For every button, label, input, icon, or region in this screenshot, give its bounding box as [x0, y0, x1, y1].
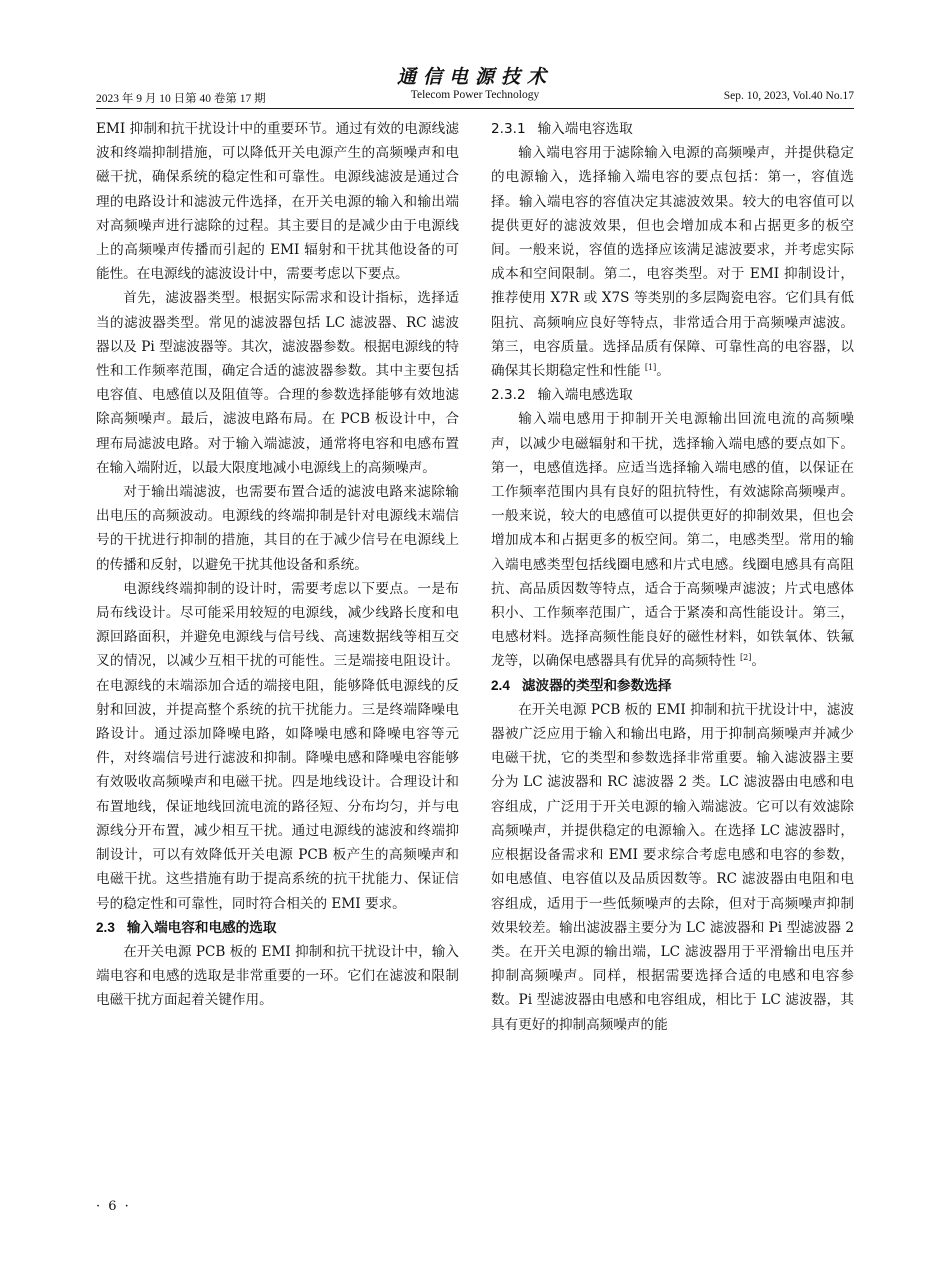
section-heading-2-3-2: [491, 383, 854, 407]
paragraph-text: 输入端电容用于滤除输入电源的高频噪声，并提供稳定的电源输入，选择输入端电容的要点包括：第一，容值选择。输入端电容的容值决定其滤波效果。较大的电容值可以提供更好的滤波效果，但也会增加成本和占据更多的板空间。一般来说，容值的选择应该满足滤波要求，并考虑实际成本和空间限制。第二，电容类型。对于 EMI 抑制设计，推荐使用 X7R 或 X7S 等类别的多层陶瓷电容。它们具有低阻抗、高频响应良好等特点，非常适合用于高频噪声滤波。第三，电容质量。选择品质有保障、可靠性高的电容器，以确保其长期稳定性和性能: [491, 145, 854, 380]
page-header: [96, 62, 854, 106]
citation-ref[interactable]: [2]: [740, 653, 752, 663]
section-heading-2-3-1: [491, 117, 854, 141]
section-heading-2-4: [491, 674, 854, 698]
page-number: · 6 ·: [96, 1199, 131, 1214]
citation-ref[interactable]: [1]: [644, 363, 657, 373]
right-column: [491, 117, 854, 1037]
left-column: [96, 117, 459, 1013]
issue-date-cn: 2023 年 9 月 10 日第 40 卷第 17 期: [96, 93, 266, 105]
section-title: 输入端电容和电感的选取: [126, 919, 277, 935]
paragraph: 首先，滤波器类型。根据实际需求和设计指标，选择适当的滤波器类型。常见的滤波器包括 LC 滤波器、RC 滤波器以及 Pi 型滤波器等。其次，滤波器参数。根据电源线的特性和工作频率范围，确定合适的滤波器参数。其中主要包括电容值、电感值以及阻值等。合理的参数选择能够有效地滤除高频噪声。最后，滤波电路布局。在 PCB 板设计中，合理布局滤波电路。对于输入端滤波，通常将电容和电感布置在输入端附近，以最大限度地减小电源线上的高频噪声。: [96, 290, 459, 476]
section-number: 2.3: [96, 919, 115, 935]
section-title: 输入端电感选取: [537, 387, 633, 404]
paragraph: 对于输出端滤波，也需要布置合适的滤波电路来滤除输出电压的高频波动。电源线的终端抑制是针对电源线末端信号的干扰进行抑制的措施，其目的在于减少信号在电源线上的传播和反射，以避免干扰其他设备和系统。: [96, 484, 459, 573]
issue-date-en: Sep. 10, 2023, Vol.40 No.17: [723, 90, 854, 102]
paragraph: [491, 407, 854, 673]
journal-title-cn: 通信电源技术: [396, 66, 553, 88]
paragraph: 电源线终端抑制的设计时，需要考虑以下要点。一是布局布线设计。尽可能采用较短的电源线，减少线路长度和电源回路面积，并避免电源线与信号线、高速数据线等相互交叉的情况，以减少互相干扰的可能性。三是端接电阻设计。在电源线的末端添加合适的端接电阻，能够降低电源线的反射和回波，并提高整个系统的抗干扰能力。三是终端降噪电路设计。通过添加降噪电路，如降噪电感和降噪电容等元件，对终端信号进行滤波和抑制。降噪电感和降噪电容能够有效吸收高频噪声和电磁干扰。四是地线设计。合理设计和布置地线，保证地线回流电流的路径短、分布均匀，并与电源线分开布置，减少相互干扰。通过电源线的滤波和终端抑制设计，可以有效降低开关电源 PCB 板产生的高频噪声和电磁干扰。这些措施有助于提高系统的抗干扰能力、保证信号的稳定性和可靠性，同时符合相关的 EMI 要求。: [96, 580, 459, 912]
paragraph: 在开关电源 PCB 板的 EMI 抑制和抗干扰设计中，滤波器被广泛应用于输入和输出电路，用于抑制高频噪声并减少电磁干扰，它的类型和参数选择非常重要。输入滤波器主要分为 LC 滤波器和 RC 滤波器 2 类。LC 滤波器由电感和电容组成，广泛用于开关电源的输入端滤波。它可以有效滤除高频噪声，并提供稳定的电源输入。在选择 LC 滤波器时，应根据设备需求和 EMI 要求综合考虑电感和电容的参数，如电感值、电容值以及品质因数等。RC 滤波器由电阻和电容组成，适用于一些低频噪声的去除，但对于高频噪声抑制效果较差。输出滤波器主要分为 LC 滤波器和 Pi 型滤波器 2 类。在开关电源的输出端，LC 滤波器用于平滑输出电压并抑制高频噪声。同样，根据需要选择合适的电感和电容参数。Pi 型滤波器由电感和电容组成，相比于 LC 滤波器，其具有更好的抑制高频噪声的能: [491, 701, 854, 1033]
paragraph-end: 。: [751, 653, 765, 670]
header-rule: [96, 108, 854, 109]
paragraph: EMI 抑制和抗干扰设计中的重要环节。通过有效的电源线滤波和终端抑制措施，可以降低开关电源产生的高频噪声和电磁干扰，确保系统的稳定性和可靠性。电源线滤波是通过合理的电路设计和滤波元件选择，在开关电源的输入和输出端对高频噪声进行滤除的过程。其主要目的是减少由于电源线上的高频噪声传播而引起的 EMI 辐射和干扰其他设备的可能性。在电源线的滤波设计中，需要考虑以下要点。: [96, 121, 459, 283]
section-number: 2.3.1: [491, 121, 526, 137]
journal-title-en: Telecom Power Technology: [410, 89, 540, 101]
section-title: 滤波器的类型和参数选择: [521, 677, 672, 693]
paragraph-end: 。: [656, 363, 670, 380]
paragraph: [491, 141, 854, 383]
section-number: 2.3.2: [491, 387, 526, 404]
paragraph-text: 输入端电感用于抑制开关电源输出回流电流的高频噪声，以减少电磁辐射和干扰，选择输入端电感的要点如下。第一，电感值选择。应适当选择输入端电感的值，以保证在工作频率范围内具有良好的阻抗特性，有效滤除高频噪声。一般来说，较大的电感值可以提供更好的抑制效果，但也会增加成本和占据更多的板空间。第二，电感类型。常用的输入端电感类型包括线圈电感和片式电感。线圈电感具有高阻抗、高品质因数等特点，适合于高频噪声滤波；片式电感体积小、工作频率范围广，适合于紧凑和高性能设计。第三，电感材料。选择高频性能良好的磁性材料，如铁氧体、铁氟龙等，以确保电感器具有优异的高频特性: [491, 411, 854, 670]
section-heading-2-3: [96, 916, 459, 940]
paragraph: 在开关电源 PCB 板的 EMI 抑制和抗干扰设计中，输入端电容和电感的选取是非常重要的一环。它们在滤波和限制电磁干扰方面起着关键作用。: [96, 943, 459, 1009]
section-number: 2.4: [491, 677, 510, 693]
section-title: 输入端电容选取: [537, 121, 633, 137]
